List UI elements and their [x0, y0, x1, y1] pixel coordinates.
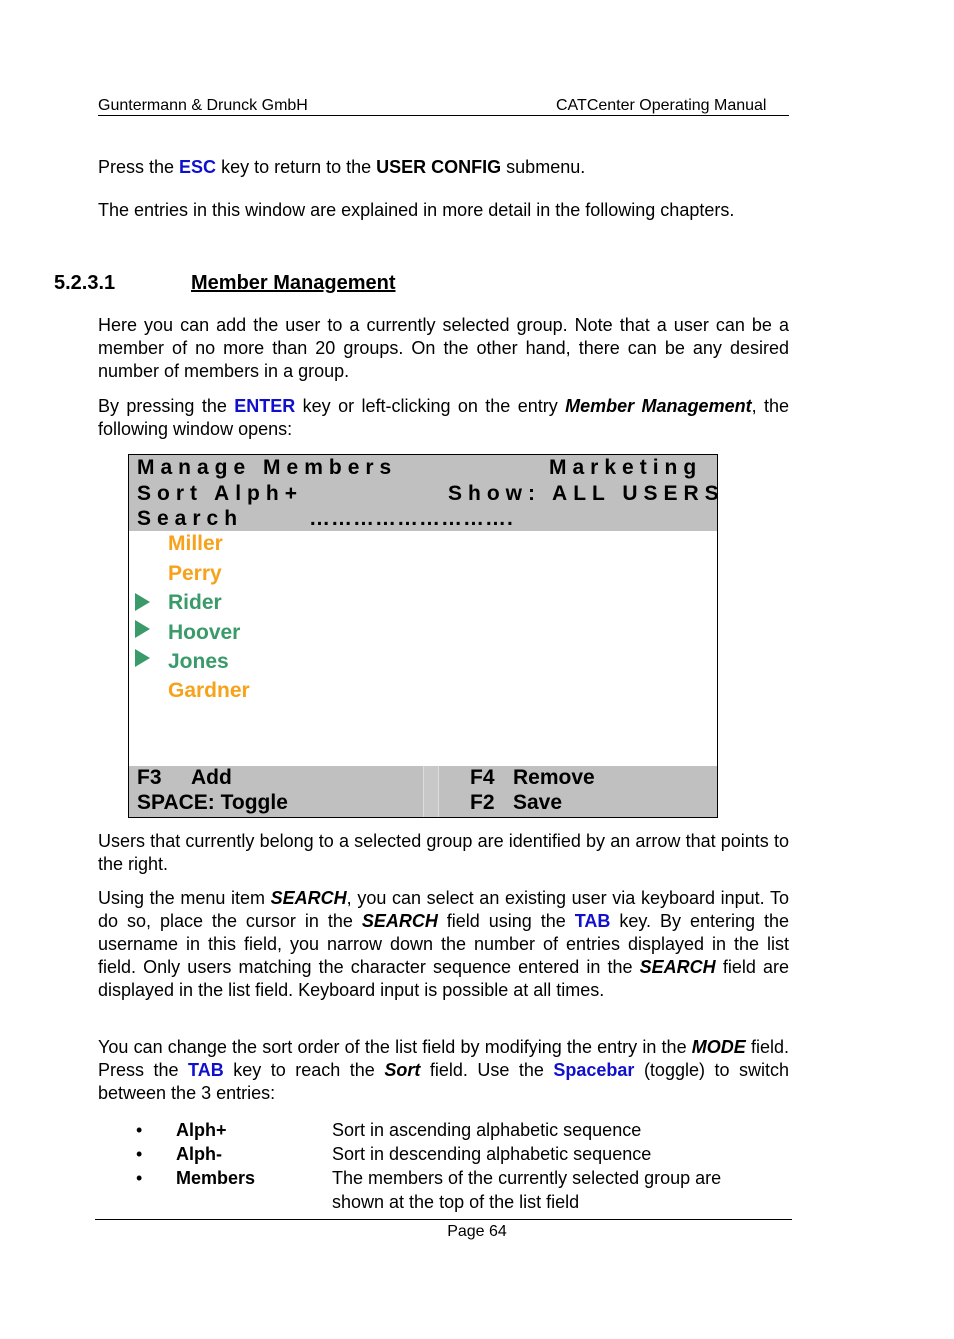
member-arrow-icon: [135, 620, 150, 638]
footer-divider: [423, 766, 439, 817]
f2-key[interactable]: F2: [470, 791, 495, 814]
user-list-item[interactable]: Rider: [168, 591, 222, 614]
space-toggle-action[interactable]: SPACE: Toggle: [137, 791, 288, 814]
manage-members-screen: [128, 454, 725, 818]
search-paragraph: Using the menu item SEARCH, you can select an existing user via keyboard input. To do so, place the cursor in the SEARCH field using the TAB key. By entering the username in this field, you narrow down the number of entries displayed in the list field. Only users matching the character sequence entered in the SEARCH field are displayed in the list field. Keyboard input is possible at all times.: [98, 888, 790, 1000]
screen-footer: [129, 766, 717, 817]
tab-key: TAB: [188, 1060, 224, 1080]
screen-title: Manage Members: [137, 456, 398, 479]
member-arrow-icon: [135, 649, 150, 667]
entries-paragraph: The entries in this window are explained in more detail in the following chapters.: [98, 200, 735, 220]
footer-rule: [95, 1219, 792, 1220]
header-company: Guntermann & Drunck GmbH: [98, 97, 308, 114]
bullet-icon: •: [136, 1144, 143, 1164]
user-list-item[interactable]: Gardner: [168, 679, 250, 702]
list-item: • Alph+ Sort in ascending alphabetic sequence: [136, 1120, 642, 1140]
member-arrow-icon: [135, 593, 150, 611]
intro-paragraph: Here you can add the user to a currently selected group. Note that a user can be a member of no more than 20 groups. On the other hand, there can be any desired number of members in a group.: [98, 315, 789, 381]
group-name: Marketing: [549, 456, 703, 479]
search-input[interactable]: ……………………….: [309, 507, 514, 530]
user-list-item[interactable]: Perry: [168, 562, 222, 585]
enter-paragraph: By pressing the ENTER key or left-clicking on the entry Member Management, the following window opens:: [98, 396, 789, 439]
header-manual-title: CATCenter Operating Manual: [556, 97, 767, 114]
user-config-menu: USER CONFIG: [376, 157, 502, 177]
sort-field[interactable]: Sort Alph+: [137, 482, 303, 505]
user-list-item[interactable]: Jones: [168, 650, 229, 673]
header-rule: [98, 115, 789, 116]
esc-key: ESC: [179, 157, 217, 177]
list-item: • Alph- Sort in descending alphabetic sequence: [136, 1144, 652, 1164]
bullet-icon: •: [136, 1168, 143, 1188]
enter-key: ENTER: [234, 396, 296, 416]
arrow-explanation-paragraph: Users that currently belong to a selected group are identified by an arrow that points to the right.: [98, 831, 789, 874]
sort-paragraph: You can change the sort order of the list field by modifying the entry in the MODE field. Press the TAB key to reach the Sort field. Use the Spacebar (toggle) to switch between the 3 entries:: [98, 1037, 789, 1103]
user-list-item[interactable]: Hoover: [168, 621, 241, 644]
esc-paragraph: Press the ESC key to return to the USER CONFIG submenu.: [98, 157, 586, 177]
bullet-icon: •: [136, 1120, 143, 1140]
tab-key: TAB: [574, 911, 611, 931]
list-item: • Members The members of the currently selected group are shown at the top of the list field: [136, 1168, 722, 1212]
section-title: Member Management: [191, 272, 396, 294]
show-field[interactable]: Show: ALL USERS: [448, 482, 725, 505]
screen-header: [129, 455, 725, 531]
page-number: Page 64: [447, 1223, 507, 1240]
save-action[interactable]: Save: [513, 791, 563, 814]
user-list-item[interactable]: Miller: [168, 532, 223, 555]
spacebar-key: Spacebar: [553, 1060, 635, 1080]
sort-options-list: [136, 1118, 796, 1214]
f3-key[interactable]: F3: [137, 766, 162, 789]
remove-action[interactable]: Remove: [513, 766, 595, 789]
f4-key[interactable]: F4: [470, 766, 495, 789]
add-action[interactable]: Add: [191, 766, 232, 789]
search-label: Search: [137, 507, 244, 530]
section-number: 5.2.3.1: [54, 272, 116, 294]
